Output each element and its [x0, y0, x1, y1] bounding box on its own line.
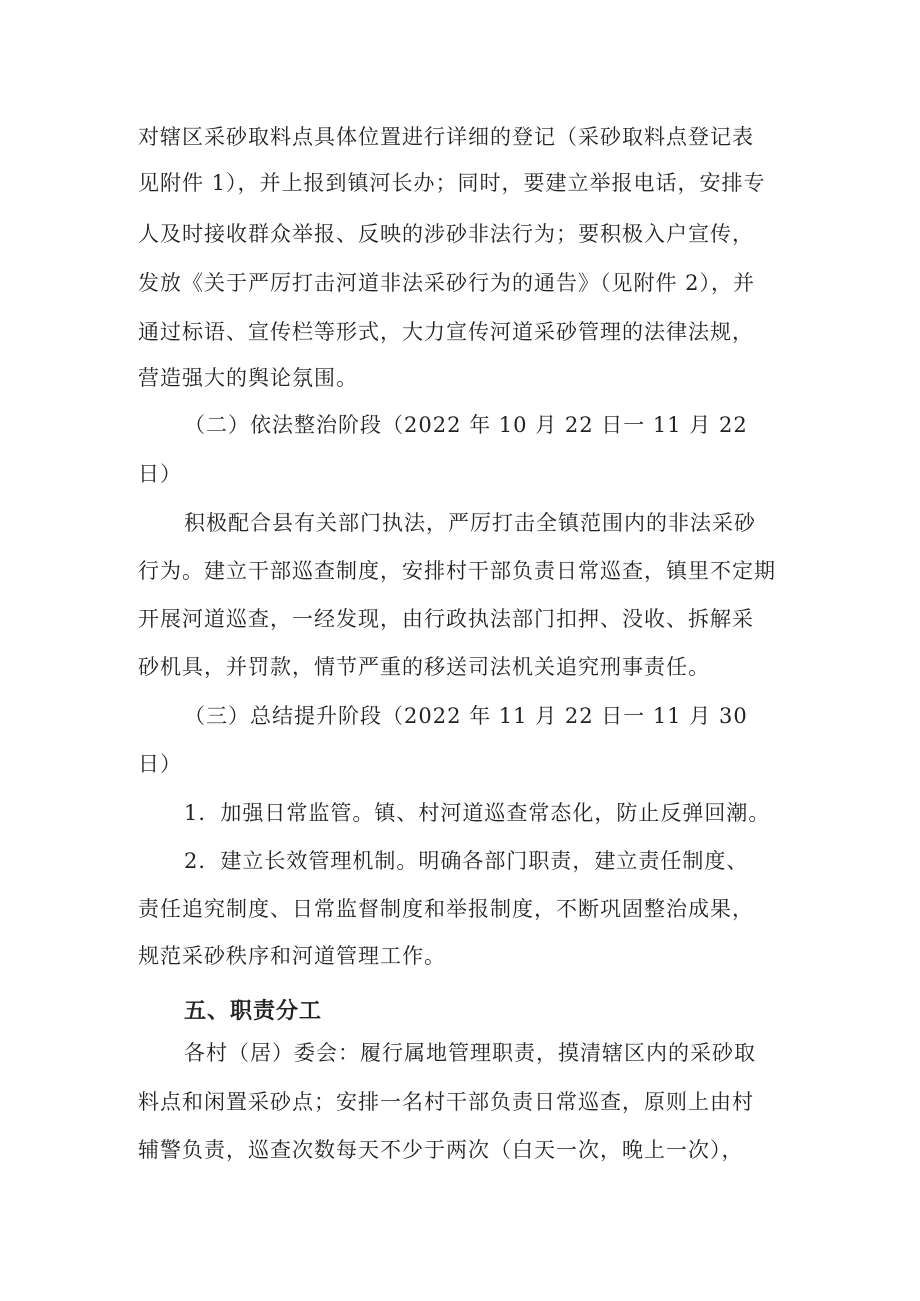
section-heading: 五、职责分工 — [184, 999, 323, 1024]
paragraph-line: 营造强大的舆论氛围。 — [138, 366, 358, 390]
list-item: 2．建立长效管理机制。明确各部门职责，建立责任制度、 — [184, 849, 749, 873]
paragraph-line: 开展河道巡查，一经发现，由行政执法部门扣押、没收、拆解采 — [138, 607, 754, 631]
stage-title: 日） — [138, 752, 182, 776]
stage-title: （二）依法整治阶段（2022 年 10 月 22 日一 11 月 22 — [184, 413, 748, 437]
paragraph-line: 人及时接收群众举报、反映的涉砂非法行为；要积极入户宣传， — [138, 222, 754, 246]
paragraph-line: 对辖区采砂取料点具体位置进行详细的登记（采砂取料点登记表 — [138, 125, 754, 149]
paragraph-line: 料点和闲置采砂点；安排一名村干部负责日常巡查，原则上由村 — [138, 1090, 754, 1114]
list-item: 责任追究制度、日常监督制度和举报制度，不断巩固整治成果， — [138, 897, 754, 921]
stage-title: （三）总结提升阶段（2022 年 11 月 22 日一 11 月 30 — [184, 704, 748, 728]
paragraph-line: 积极配合县有关部门执法，严厉打击全镇范围内的非法采砂 — [184, 511, 756, 535]
paragraph-line: 各村（居）委会：履行属地管理职责，摸清辖区内的采砂取 — [184, 1041, 756, 1065]
paragraph-line: 辅警负责，巡查次数每天不少于两次（白天一次，晚上一次）， — [138, 1138, 744, 1162]
paragraph-line: 发放《关于严厉打击河道非法采砂行为的通告》（见附件 2），并 — [138, 271, 756, 295]
stage-title: 日） — [138, 462, 182, 486]
paragraph-line: 砂机具，并罚款，情节严重的移送司法机关追究刑事责任。 — [138, 655, 710, 679]
paragraph-line: 行为。建立干部巡查制度，安排村干部负责日常巡查，镇里不定期 — [138, 559, 776, 583]
list-item: 1．加强日常监管。镇、村河道巡查常态化，防止反弹回潮。 — [184, 801, 771, 825]
paragraph-line: 见附件 1），并上报到镇河长办；同时，要建立举报电话，安排专 — [138, 171, 766, 195]
list-item: 规范采砂秩序和河道管理工作。 — [138, 944, 446, 968]
paragraph-line: 通过标语、宣传栏等形式，大力宣传河道采砂管理的法律法规， — [138, 320, 754, 344]
